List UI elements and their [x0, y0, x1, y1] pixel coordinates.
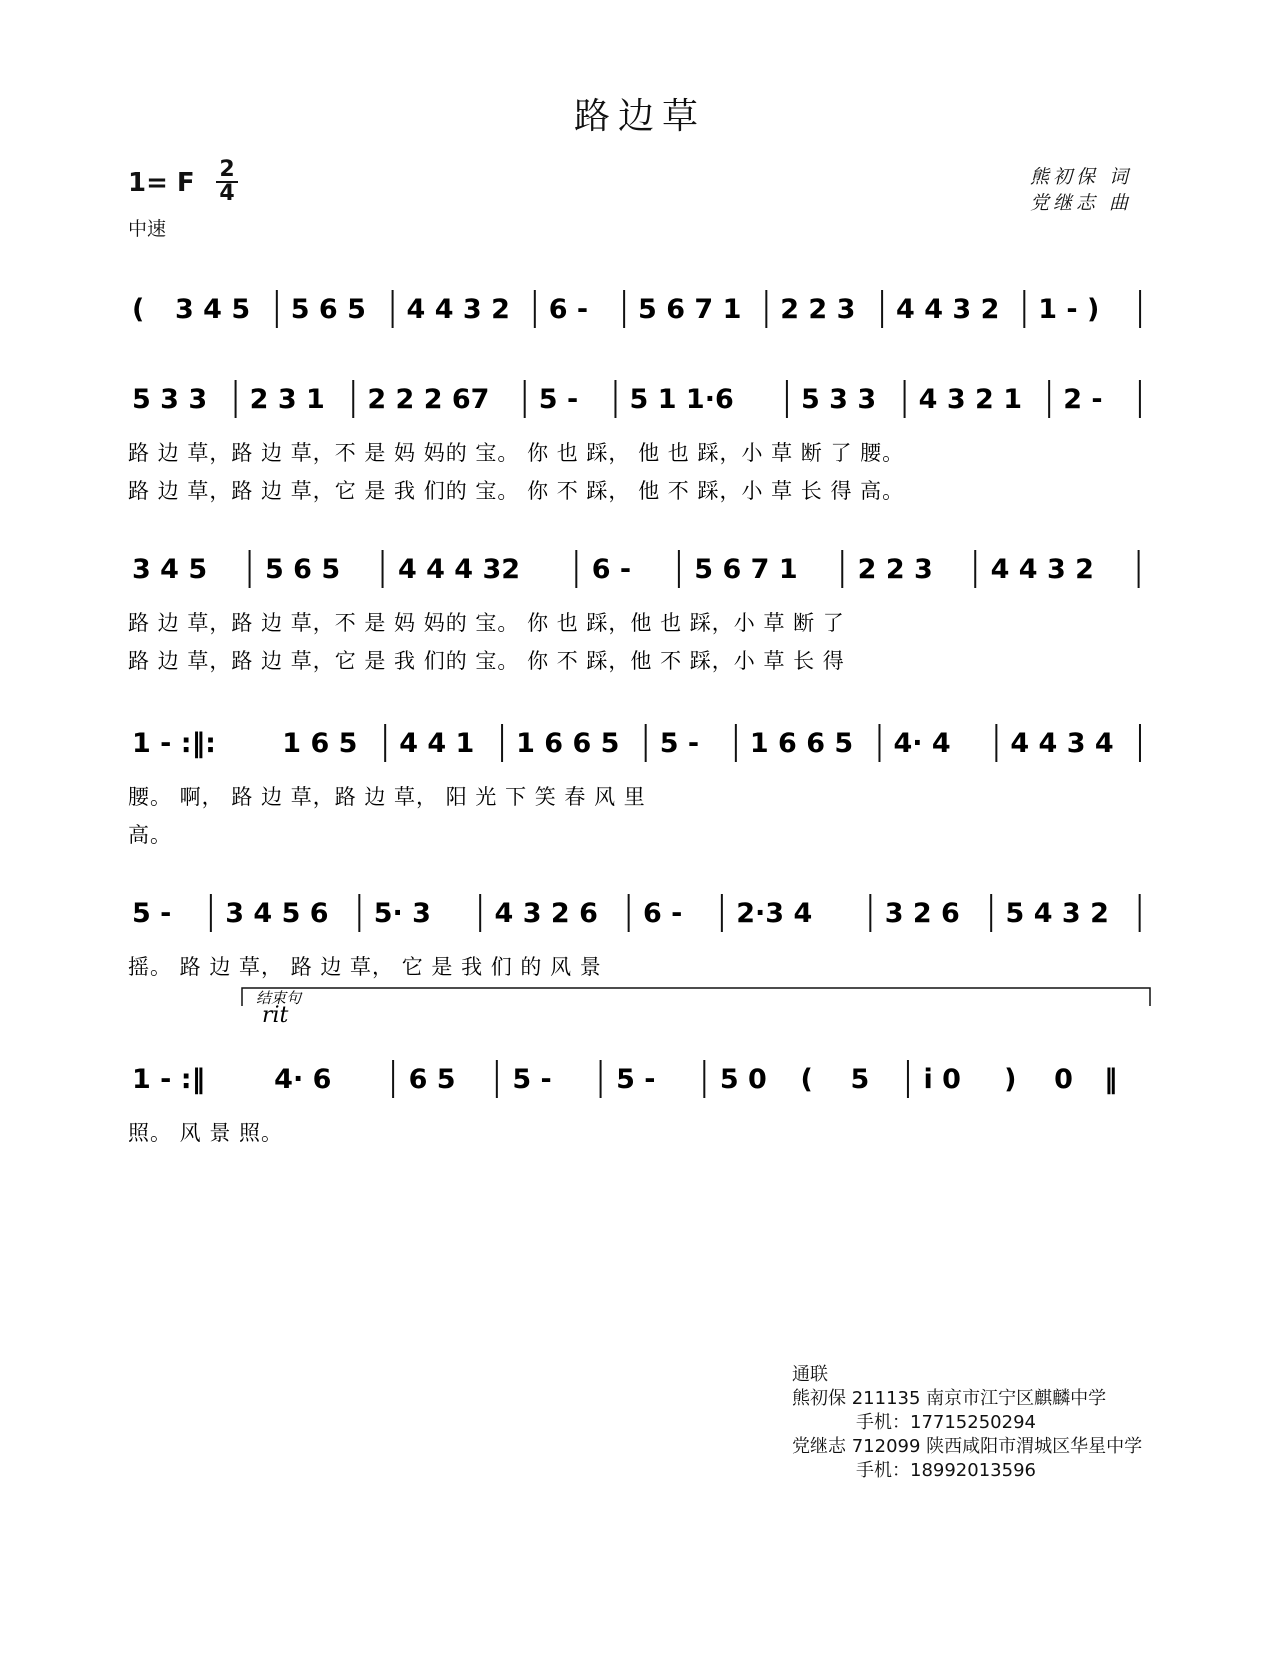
- note-group: 2 3 1: [249, 384, 325, 415]
- note-group: (: [800, 1064, 813, 1095]
- score-row: [128, 724, 1140, 847]
- lyric-line: 高。: [128, 823, 172, 847]
- contact-line-2: 手机：17715250294: [856, 1412, 1036, 1433]
- score-row: [128, 550, 1139, 674]
- note-group: ): [1004, 1064, 1017, 1095]
- lyric-line: 路 边 草，路 边 草，它 是 我 们的 宝。 你 不 踩，他 不 踩，小 草 长 得: [128, 649, 845, 673]
- note-group: 4 4 3 2: [896, 294, 1000, 325]
- note-group: 5 6 7 1: [694, 554, 798, 585]
- note-group: 4 3 2 1: [918, 384, 1023, 415]
- note-group: 5 -: [538, 384, 579, 415]
- note-group: 1 6 6 5: [749, 728, 854, 759]
- rit-marking: rit: [262, 1003, 289, 1028]
- note-group: 2 2 3: [857, 554, 933, 585]
- key-signature: 1= F: [128, 168, 195, 198]
- note-group: i 0: [923, 1064, 961, 1095]
- lyric-line: 摇。 路 边 草， 路 边 草， 它 是 我 们 的 风 景: [128, 955, 602, 979]
- note-group: 5 0: [719, 1064, 767, 1095]
- note-group: 4· 6: [274, 1064, 332, 1095]
- note-group: 2 2 3: [780, 294, 856, 325]
- note-group: 4 3 2 6: [494, 898, 598, 929]
- note-group: 4· 4: [893, 728, 951, 759]
- note-group: 5 6 7 1: [638, 294, 742, 325]
- note-group: 5 -: [616, 1064, 656, 1095]
- note-group: 5 4 3 2: [1005, 898, 1109, 929]
- note-group: 2·3 4: [736, 898, 813, 929]
- note-group: 5 -: [512, 1064, 552, 1095]
- score-row: [128, 894, 1140, 980]
- note-group: 1 6 5: [282, 728, 358, 759]
- tempo-marking: 中速: [128, 218, 167, 240]
- note-group: 1 - ): [1038, 294, 1100, 325]
- note-group: 5 6 5: [264, 554, 341, 585]
- note-group: 3 2 6: [884, 898, 960, 929]
- score-row: [132, 290, 1140, 328]
- note-group: 6 -: [548, 294, 589, 325]
- lyric-line: 路 边 草，路 边 草，它 是 我 们的 宝。 你 不 踩， 他 不 踩，小 草 长 得 高。: [128, 479, 905, 503]
- time-signature-top: 2: [219, 157, 235, 182]
- note-group: 5 -: [132, 898, 172, 929]
- lyric-line: 路 边 草，路 边 草，不 是 妈 妈的 宝。 你 也 踩，他 也 踩，小 草 断 了: [128, 611, 845, 635]
- song-title: 路边草: [573, 96, 706, 137]
- composer-credit: 党继志 曲: [1030, 192, 1133, 214]
- note-group: 5 1 1·6: [629, 384, 734, 415]
- contact-line-3: 党继志 712099 陕西咸阳市渭城区华星中学: [792, 1436, 1143, 1457]
- note-group: ‖: [1104, 1064, 1118, 1095]
- note-group: 5· 3: [373, 898, 431, 929]
- time-signature-bottom: 4: [219, 181, 235, 206]
- note-group: 5 6 5: [290, 294, 366, 325]
- note-group: 4 4 3 2: [406, 294, 510, 325]
- note-group: (: [132, 294, 145, 325]
- contact-line-4: 手机：18992013596: [856, 1460, 1036, 1481]
- note-group: 3 4 5: [132, 554, 208, 585]
- lyricist-credit: 熊初保 词: [1030, 166, 1133, 188]
- note-group: 1 - :‖:: [132, 728, 216, 759]
- note-group: 0: [1054, 1064, 1073, 1095]
- contact-line-1: 熊初保 211135 南京市江宁区麒麟中学: [792, 1388, 1107, 1409]
- note-group: 4 4 1: [399, 728, 475, 759]
- contact-heading: 通联: [792, 1364, 828, 1385]
- note-group: 4 4 3 2: [990, 554, 1094, 585]
- note-group: 3 4 5 6: [225, 898, 329, 929]
- note-group: 4 4 3 4: [1010, 728, 1114, 759]
- note-group: 6 5: [408, 1064, 456, 1095]
- volta-label: 结束句: [256, 989, 302, 1007]
- note-group: 4 4 4 32: [397, 554, 521, 585]
- note-group: 6 -: [643, 898, 683, 929]
- note-group: 5 3 3: [132, 384, 208, 415]
- volta-bracket: [242, 988, 1150, 1006]
- note-group: 1 6 6 5: [516, 728, 620, 759]
- note-group: 5 -: [659, 728, 700, 759]
- note-group: 3 4 5: [174, 294, 251, 325]
- score-row: [128, 1060, 1118, 1145]
- lyric-line: 腰。 啊， 路 边 草，路 边 草， 阳 光 下 笑 春 风 里: [128, 785, 646, 809]
- note-group: 1 - :‖: [132, 1064, 206, 1095]
- score-row: [128, 380, 1140, 504]
- note-group: 2 2 2 67: [367, 384, 490, 415]
- note-group: 5 3 3: [801, 384, 877, 415]
- lyric-line: 路 边 草，路 边 草，不 是 妈 妈的 宝。 你 也 踩， 他 也 踩，小 草 断 了 腰。: [128, 441, 905, 465]
- note-group: 5: [850, 1064, 870, 1095]
- lyric-line: 照。 风 景 照。: [128, 1121, 284, 1145]
- note-group: 2 -: [1063, 384, 1103, 415]
- note-group: 6 -: [591, 554, 632, 585]
